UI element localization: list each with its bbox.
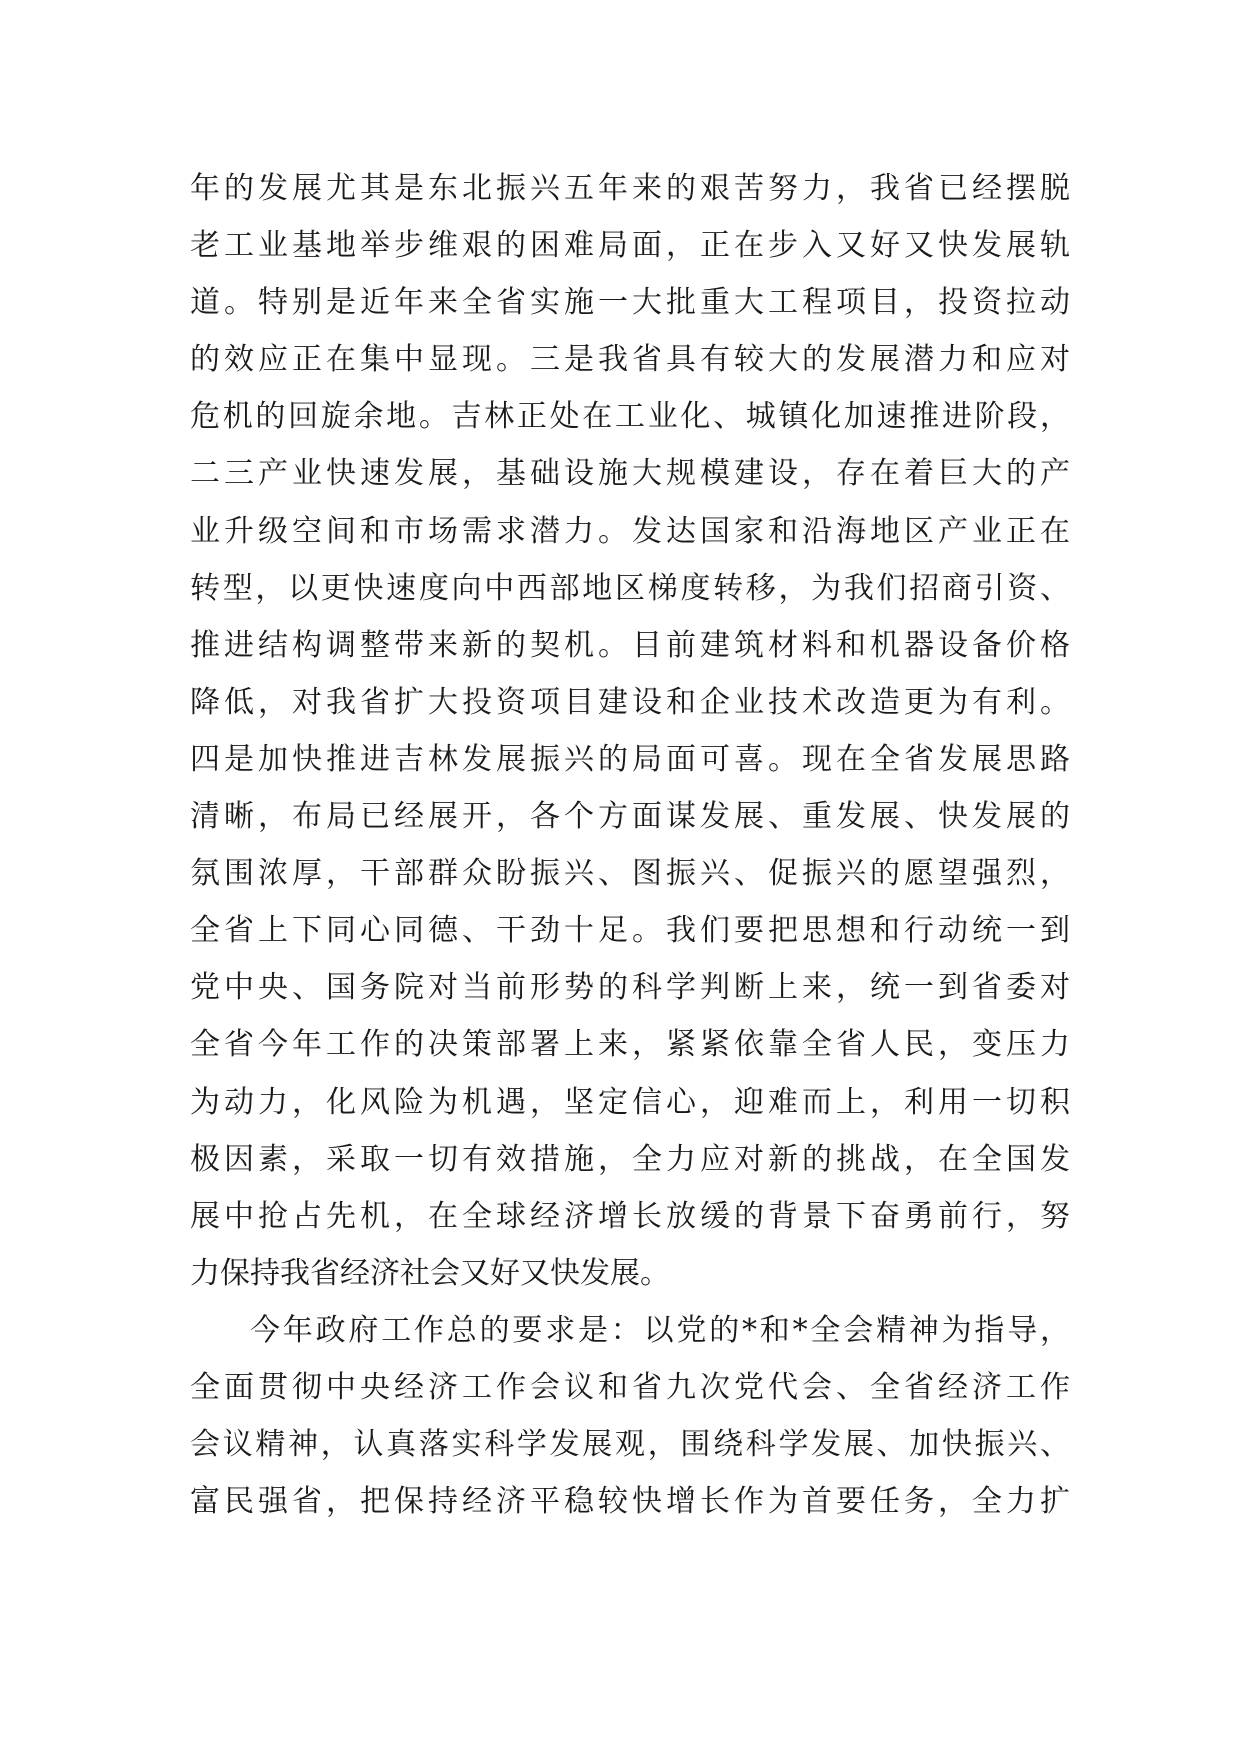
text-line: 为动力，化风险为机遇，坚定信心，迎难而上，利用一切积: [190, 1084, 1070, 1120]
text-line: 年的发展尤其是东北振兴五年来的艰苦努力，我省已经摆脱: [190, 171, 1070, 206]
text-line: 转型，以更快速度向中西部地区梯度转移，为我们招商引资、: [190, 570, 1070, 606]
text-line: 全省今年工作的决策部署上来，紧紧依靠全省人民，变压力: [190, 1027, 1070, 1063]
body-text: [190, 160, 1070, 1530]
text-line: 四是加快推进吉林发展振兴的局面可喜。现在全省发展思路: [190, 741, 1070, 777]
text-line: 的效应正在集中显现。三是我省具有较大的发展潜力和应对: [190, 342, 1070, 378]
text-line: 全面贯彻中央经济工作会议和省九次党代会、全省经济工作: [190, 1369, 1070, 1405]
text-line: 清晰，布局已经展开，各个方面谋发展、重发展、快发展的: [190, 799, 1070, 835]
text-line: 今年政府工作总的要求是：以党的*和*全会精神为指导，: [250, 1312, 1070, 1348]
paragraph-2: [190, 1302, 1070, 1530]
text-line: 展中抢占先机，在全球经济增长放缓的背景下奋勇前行，努: [190, 1198, 1070, 1234]
text-line: 力保持我省经济社会又好又快发展。: [190, 1255, 670, 1291]
paragraph-1: [190, 160, 1070, 1302]
text-line: 推进结构调整带来新的契机。目前建筑材料和机器设备价格: [190, 627, 1070, 663]
text-line: 道。特别是近年来全省实施一大批重大工程项目，投资拉动: [190, 285, 1070, 321]
text-line: 降低，对我省扩大投资项目建设和企业技术改造更为有利。: [190, 684, 1070, 720]
text-line: 二三产业快速发展，基础设施大规模建设，存在着巨大的产: [190, 456, 1070, 492]
text-line: 党中央、国务院对当前形势的科学判断上来，统一到省委对: [190, 970, 1070, 1006]
text-line: 业升级空间和市场需求潜力。发达国家和沿海地区产业正在: [190, 513, 1070, 549]
text-line: 老工业基地举步维艰的困难局面，正在步入又好又快发展轨: [190, 228, 1070, 264]
text-line: 全省上下同心同德、干劲十足。我们要把思想和行动统一到: [190, 913, 1070, 949]
text-line: 极因素，采取一切有效措施，全力应对新的挑战，在全国发: [190, 1141, 1070, 1177]
text-line: 危机的回旋余地。吉林正处在工业化、城镇化加速推进阶段，: [190, 399, 1070, 435]
text-line: 富民强省，把保持经济平稳较快增长作为首要任务，全力扩: [190, 1484, 1070, 1520]
text-line: 氛围浓厚，干部群众盼振兴、图振兴、促振兴的愿望强烈，: [190, 856, 1070, 892]
text-line: 会议精神，认真落实科学发展观，围绕科学发展、加快振兴、: [190, 1427, 1070, 1463]
